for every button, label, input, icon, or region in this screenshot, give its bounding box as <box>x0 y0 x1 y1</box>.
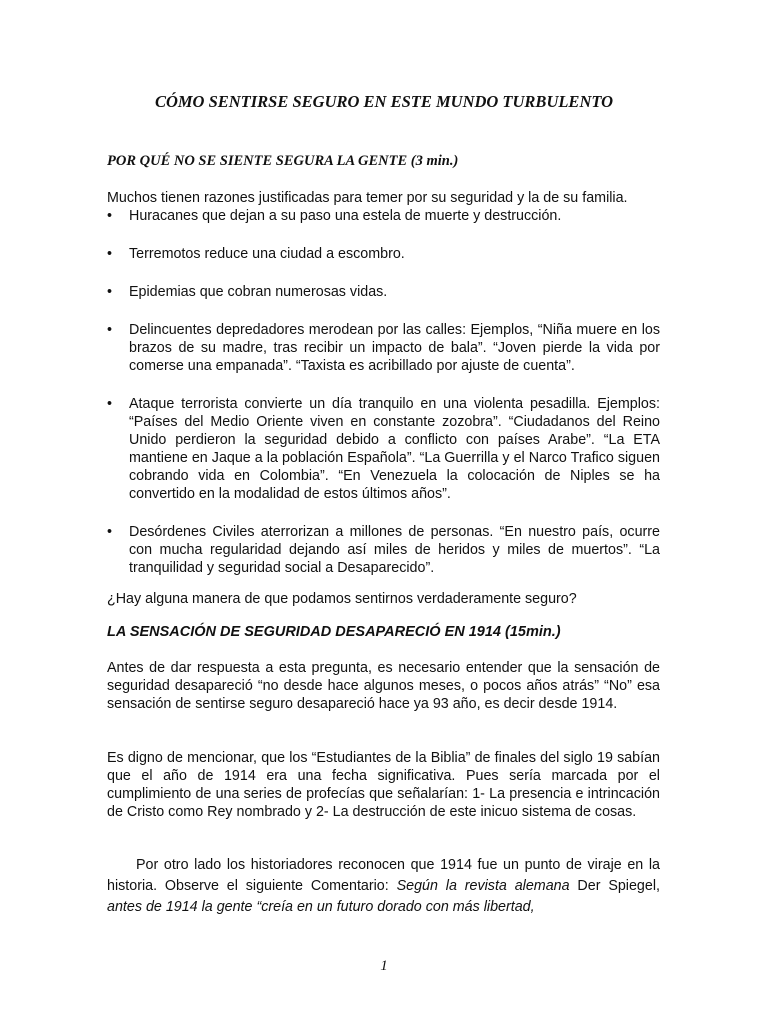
list-item <box>107 245 660 263</box>
list-item-text: Ataque terrorista convierte un día tranquilo en una violenta pesadilla. Ejemplos: “Países del Medio Oriente viven en constante zozobra”. “Ciudadanos del Reino Unido perdieron la seguridad debido a conflicto con países Arabe”. “La ETA mantiene en Jaque a la población Española”. “La Guerrilla y el Narco Trafico siguen cobrando vida en Colombia”. “En Venezuela la colocación de Niples se ha convertido en la modalidad de estos últimos años”. <box>129 396 660 502</box>
list-item <box>107 207 660 225</box>
section-heading-1: POR QUÉ NO SE SIENTE SEGURA LA GENTE (3 min.) <box>107 153 459 169</box>
section-heading-2: LA SENSACIÓN DE SEGURIDAD DESAPARECIÓ EN 1914 (15min.) <box>107 624 561 640</box>
bullet-icon: • <box>107 284 113 300</box>
list-item-text: Delincuentes depredadores merodean por las calles: Ejemplos, “Niña muere en los brazos de su madre, tras recibir un impacto de bala”. “Joven pierde la vida por comerse una empanada”. “Taxista es acribillado por ajuste de cuenta”. <box>129 322 660 374</box>
list-item-text: Huracanes que dejan a su paso una estela de muerte y destrucción. <box>129 208 562 224</box>
paragraph-3 <box>107 855 660 918</box>
bullet-icon: • <box>107 246 113 262</box>
list-item-text: Desórdenes Civiles aterrorizan a millones de personas. “En nuestro país, ocurre con mucha regularidad dejando así miles de heridos y miles de muertos”. “La tranquilidad y seguridad social a Desaparecido”. <box>129 524 660 576</box>
document-title: CÓMO SENTIRSE SEGURO EN ESTE MUNDO TURBULENTO <box>154 92 614 111</box>
list-item <box>107 395 660 503</box>
paragraph-1: Antes de dar respuesta a esta pregunta, es necesario entender que la sensación de seguridad desapareció “no desde hace algunos meses, o pocos años atrás” “No” esa sensación de sentirse seguro desapareció hace ya 93 año, es decir desde 1914. <box>107 660 660 712</box>
bullet-list <box>107 207 660 577</box>
paragraph-3-text-b: Según la revista alemana <box>396 878 570 894</box>
list-item <box>107 523 660 577</box>
page-number: 1 <box>380 958 388 974</box>
list-item <box>107 321 660 375</box>
paragraph-3-text-c: Der Spiegel, <box>569 878 660 894</box>
intro-paragraph: Muchos tienen razones justificadas para temer por su seguridad y la de su familia. <box>107 190 628 206</box>
paragraph-2: Es digno de mencionar, que los “Estudiantes de la Biblia” de finales del siglo 19 sabían que el año de 1914 era una fecha significativa. Pues sería marcada por el cumplimiento de una series de profecías que señalarían: 1- La presencia e intrincación de Cristo como Rey nombrado y 2- La destrucción de este inicuo sistema de cosas. <box>107 750 660 820</box>
list-item <box>107 283 660 301</box>
list-item-text: Terremotos reduce una ciudad a escombro. <box>129 246 405 262</box>
bullet-icon: • <box>107 322 113 338</box>
paragraph-3-text-a: Por otro lado los historiadores reconocen que 1914 fue un punto de viraje en la historia. Observe el siguiente Comentario: <box>107 857 660 894</box>
bullet-icon: • <box>107 208 113 224</box>
list-item-text: Epidemias que cobran numerosas vidas. <box>129 284 388 300</box>
bullet-icon: • <box>107 524 113 540</box>
question-paragraph: ¿Hay alguna manera de que podamos sentirnos verdaderamente seguro? <box>107 591 577 607</box>
paragraph-3-text-d: antes de 1914 la gente “creía en un futuro dorado con más libertad, <box>107 899 535 915</box>
bullet-icon: • <box>107 396 113 412</box>
